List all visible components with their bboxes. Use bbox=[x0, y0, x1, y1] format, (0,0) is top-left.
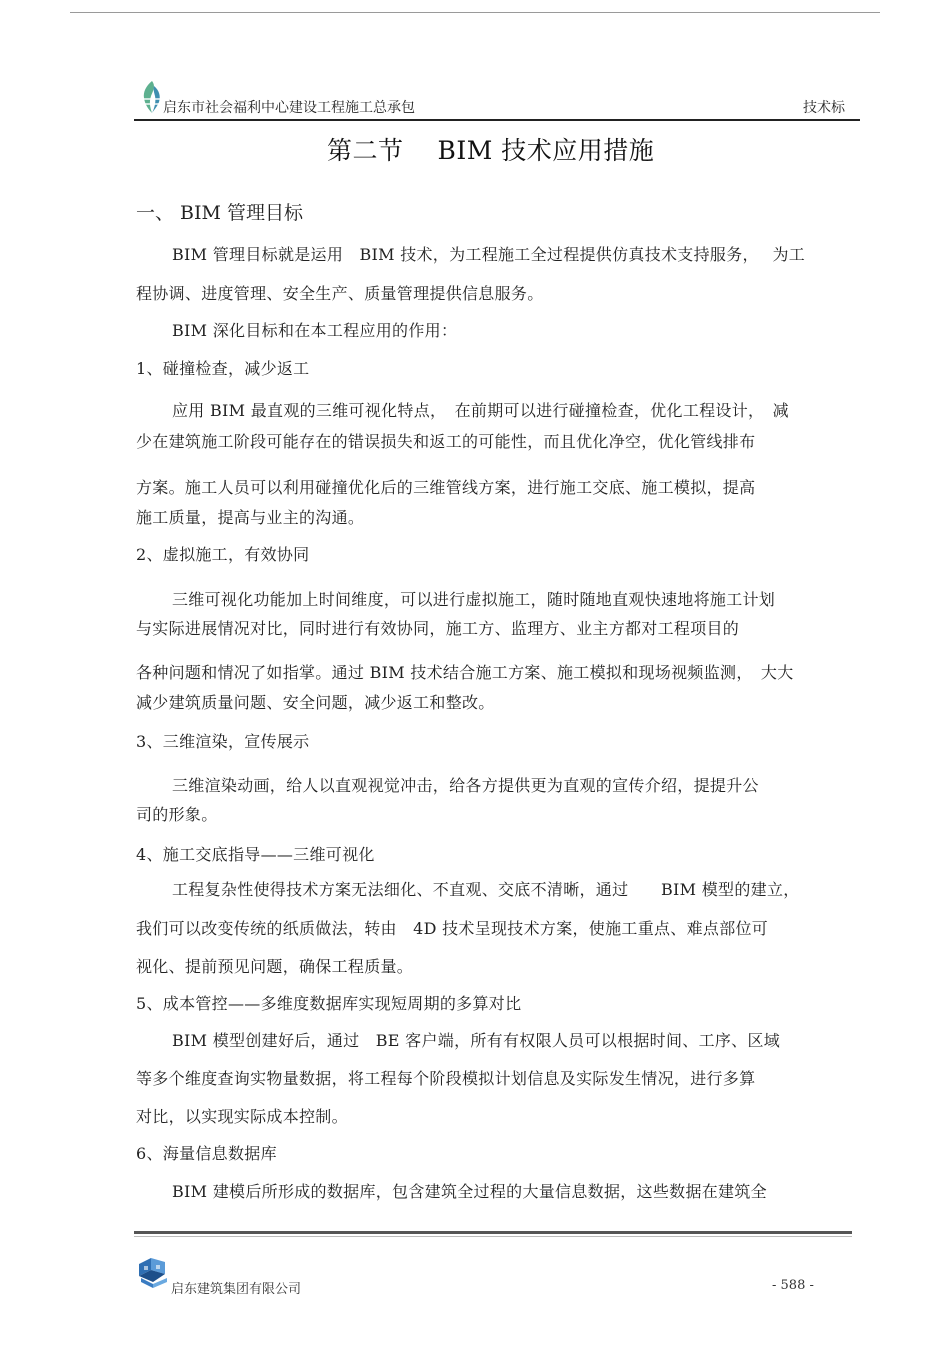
paragraph-line: BIM 深化目标和在本工程应用的作用： bbox=[172, 321, 458, 340]
header-project-name: 启东市社会福利中心建设工程施工总承包 bbox=[163, 100, 415, 116]
footer-divider-shadow bbox=[134, 1236, 852, 1237]
section-heading: 一、 BIM 管理目标 bbox=[136, 202, 304, 224]
subheading-2: 2、虚拟施工，有效协同 bbox=[136, 545, 310, 564]
paragraph-line: 等多个维度查询实物量数据，将工程每个阶段模拟计划信息及实际发生情况，进行多算 bbox=[136, 1069, 756, 1088]
header-divider bbox=[134, 119, 860, 121]
paragraph-line: BIM 模型创建好后，通过 BE 客户端，所有有权限人员可以根据时间、工序、区域 bbox=[172, 1031, 781, 1050]
paragraph-line: 减少建筑质量问题、安全问题，减少返工和整改。 bbox=[136, 693, 495, 712]
paragraph-line: 施工质量，提高与业主的沟通。 bbox=[136, 508, 365, 527]
paragraph-line: 程协调、进度管理、安全生产、质量管理提供信息服务。 bbox=[136, 284, 544, 303]
subheading-1: 1、碰撞检查，减少返工 bbox=[136, 359, 310, 378]
paragraph-line: 少在建筑施工阶段可能存在的错误损失和返工的可能性，而且优化净空，优化管线排布 bbox=[136, 432, 756, 451]
paragraph-line: 与实际进展情况对比，同时进行有效协同，施工方、监理方、业主方都对工程项目的 bbox=[136, 619, 740, 638]
footer-divider bbox=[134, 1231, 852, 1234]
project-logo-icon bbox=[140, 80, 164, 114]
paragraph-line: 三维渲染动画，给人以直观视觉冲击，给各方提供更为直观的宣传介绍，提提升公 bbox=[172, 776, 759, 795]
paragraph-line: 视化、提前预见问题，确保工程质量。 bbox=[136, 957, 414, 976]
subheading-4: 4、施工交底指导——三维可视化 bbox=[136, 845, 375, 864]
subheading-5: 5、成本管控——多维度数据库实现短周期的多算对比 bbox=[136, 994, 522, 1013]
footer-page-number: - 588 - bbox=[772, 1278, 814, 1293]
paragraph-line: 应用 BIM 最直观的三维可视化特点， 在前期可以进行碰撞检查，优化工程设计， 减 bbox=[172, 401, 789, 420]
paragraph-line: 三维可视化功能加上时间维度，可以进行虚拟施工，随时随地直观快速地将施工计划 bbox=[172, 590, 776, 609]
header-category: 技术标 bbox=[803, 100, 845, 116]
paragraph-line: BIM 建模后所形成的数据库，包含建筑全过程的大量信息数据，这些数据在建筑全 bbox=[172, 1182, 767, 1201]
paragraph-line: 我们可以改变传统的纸质做法，转由 4D 技术呈现技术方案，使施工重点、难点部位可 bbox=[136, 919, 769, 938]
subheading-3: 3、三维渲染，宣传展示 bbox=[136, 732, 310, 751]
paragraph-line: 各种问题和情况了如指掌。通过 BIM 技术结合施工方案、施工模拟和现场视频监测， 大大 bbox=[136, 663, 794, 682]
paragraph-line: 对比，以实现实际成本控制。 bbox=[136, 1107, 348, 1126]
top-border-line bbox=[70, 12, 880, 13]
paragraph-line: 方案。施工人员可以利用碰撞优化后的三维管线方案，进行施工交底、施工模拟，提高 bbox=[136, 478, 756, 497]
paragraph-line: 工程复杂性使得技术方案无法细化、不直观、交底不清晰，通过 BIM 模型的建立， bbox=[172, 880, 800, 899]
paragraph-line: 司的形象。 bbox=[136, 805, 218, 824]
company-logo-icon bbox=[135, 1254, 171, 1290]
subheading-6: 6、海量信息数据库 bbox=[136, 1144, 277, 1163]
paragraph-line: BIM 管理目标就是运用 BIM 技术，为工程施工全过程提供仿真技术支持服务， 为工 bbox=[172, 245, 806, 264]
footer-company: 启东建筑集团有限公司 bbox=[171, 1282, 302, 1297]
page-title: 第二节 BIM 技术应用措施 bbox=[327, 136, 655, 165]
